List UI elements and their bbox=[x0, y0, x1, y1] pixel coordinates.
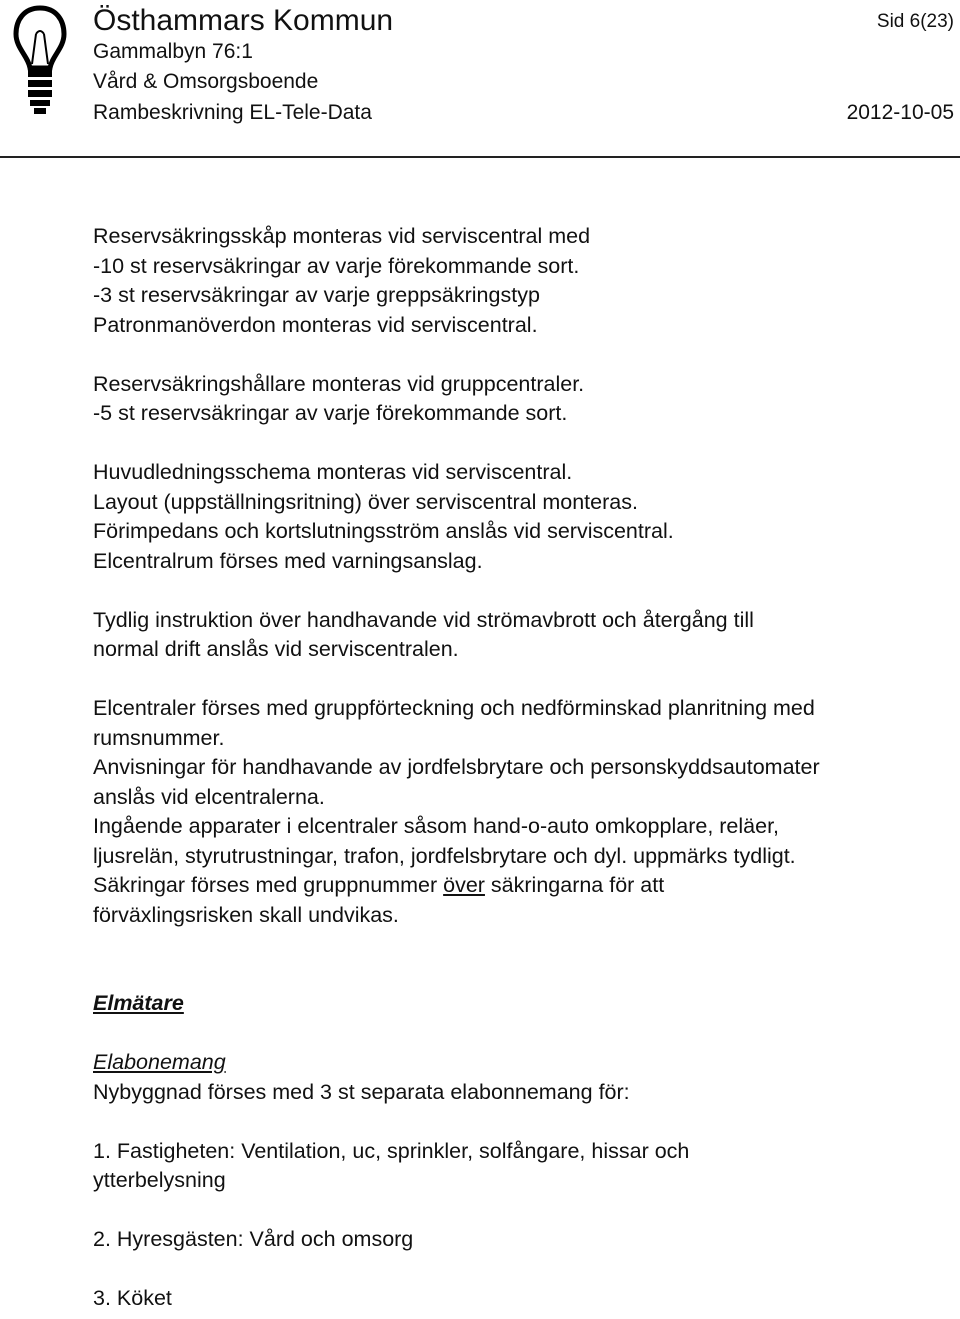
spacer bbox=[93, 576, 955, 606]
property-id: Gammalbyn 76:1 bbox=[93, 40, 253, 63]
text-line: -3 st reservsäkringar av varje greppsäkringstyp bbox=[93, 283, 540, 307]
spacer bbox=[93, 665, 955, 695]
text-line: -10 st reservsäkringar av varje förekommande sort. bbox=[93, 253, 580, 278]
spacer bbox=[93, 1019, 955, 1049]
spacer bbox=[93, 1196, 955, 1226]
text-line: Anvisningar för handhavande av jordfelsbrytare och personskyddsautomater bbox=[93, 755, 820, 779]
text-line: Reservsäkringshållare monteras vid gruppcentraler. bbox=[93, 371, 585, 396]
text-line: förväxlingsrisken skall undvikas. bbox=[93, 902, 399, 927]
spacer bbox=[93, 1107, 955, 1137]
text-line: Tydlig instruktion över handhavande vid strömavbrott och återgång till bbox=[93, 607, 754, 632]
document-date: 2012-10-05 bbox=[846, 101, 954, 124]
text-line: ljusrelän, styrutrustningar, trafon, jordfelsbrytare och dyl. uppmärks tydligt. bbox=[93, 843, 796, 868]
list-item: 1. Fastigheten: Ventilation, uc, sprinkler, solfångare, hissar och bbox=[93, 1138, 690, 1163]
underlined-word: över bbox=[443, 873, 485, 897]
text-line: Ingående apparater i elcentraler såsom hand-o-auto omkopplare, reläer, bbox=[93, 814, 780, 838]
document-title: Rambeskrivning EL-Tele-Data bbox=[93, 101, 372, 124]
list-item: 2. Hyresgästen: Vård och omsorg bbox=[93, 1227, 414, 1251]
text-line: Patronmanöverdon monteras vid serviscentral. bbox=[93, 312, 538, 337]
list-item-continuation: ytterbelysning bbox=[93, 1168, 226, 1192]
document-body bbox=[93, 222, 955, 1314]
spacer bbox=[93, 429, 955, 459]
spacer bbox=[93, 1255, 955, 1285]
section-heading: Elmätare bbox=[93, 991, 184, 1015]
light-bulb-logo-icon bbox=[10, 4, 70, 124]
text-line: Förimpedans och kortslutningsström anslås vid serviscentral. bbox=[93, 519, 674, 543]
text-line: Nybyggnad förses med 3 st separata elabonnemang för: bbox=[93, 1079, 630, 1104]
text-line: -5 st reservsäkringar av varje förekommande sort. bbox=[93, 401, 568, 425]
text-line: Huvudledningsschema monteras vid serviscentral. bbox=[93, 460, 573, 484]
text-line: Elcentralrum förses med varningsanslag. bbox=[93, 548, 483, 573]
project-name: Vård & Omsorgsboende bbox=[93, 70, 319, 93]
text-segment: Säkringar förses med gruppnummer bbox=[93, 873, 444, 897]
text-line bbox=[93, 871, 955, 901]
header-divider bbox=[0, 156, 960, 158]
text-line: Reservsäkringsskåp monteras vid serviscentral med bbox=[93, 224, 591, 248]
spacer bbox=[93, 340, 955, 370]
text-line: rumsnummer. bbox=[93, 725, 225, 750]
text-line: anslås vid elcentralerna. bbox=[93, 784, 325, 809]
text-line: normal drift anslås vid serviscentralen. bbox=[93, 637, 459, 661]
text-line: Layout (uppställningsritning) över serviscentral monteras. bbox=[93, 489, 638, 514]
subsection-heading: Elabonemang bbox=[93, 1050, 226, 1074]
company-name: Östhammars Kommun bbox=[93, 4, 394, 37]
text-line: Elcentraler förses med gruppförteckning och nedförminskad planritning med bbox=[93, 696, 815, 720]
spacer bbox=[93, 930, 955, 989]
list-item: 3. Köket bbox=[93, 1286, 172, 1310]
page-number: Sid 6(23) bbox=[876, 11, 954, 32]
text-segment: säkringarna för att bbox=[484, 873, 665, 897]
